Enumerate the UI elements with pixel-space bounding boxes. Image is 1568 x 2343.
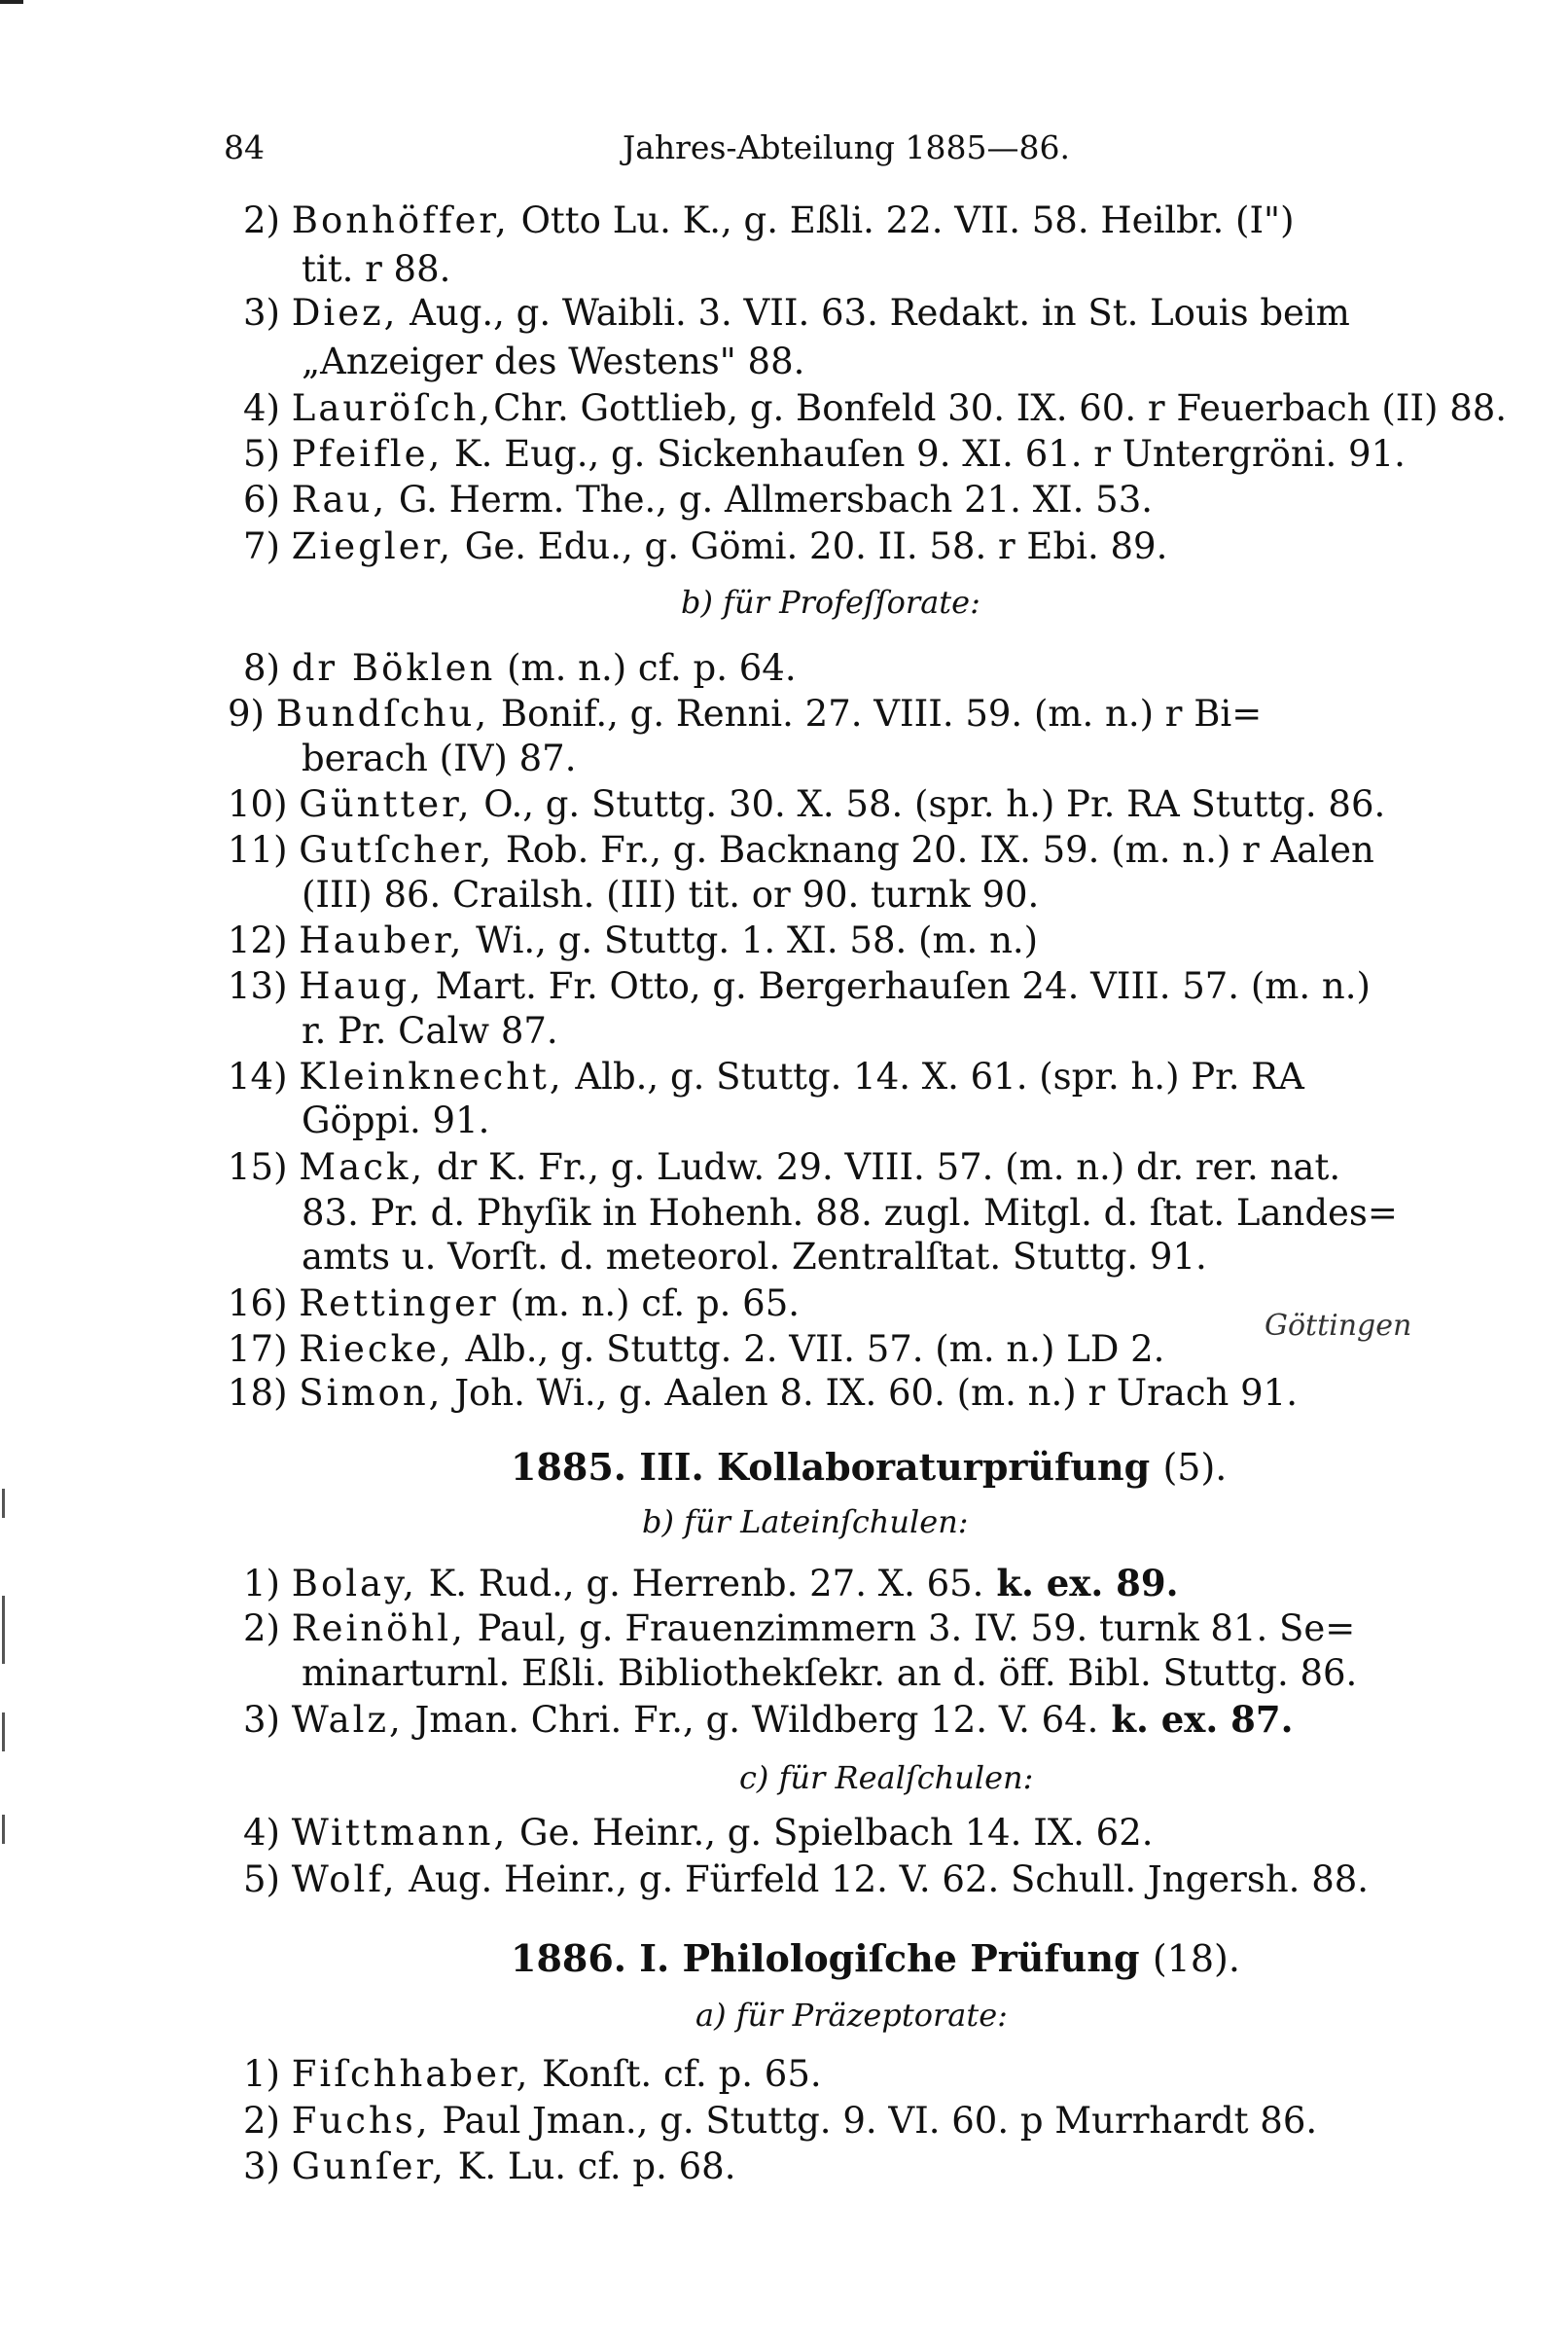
margin-mark (2, 1815, 5, 1844)
entry-continuation: minarturnl. Eßli. Bibliothekſekr. an d. öff. Bibl. Stuttg. 86. (302, 1652, 1358, 1694)
entry-line: 12) Hauber, Wi., g. Stuttg. 1. XI. 58. (m. n.) (228, 919, 1039, 961)
entry-continuation: amts u. Vorſt. d. meteorol. Zentralſtat. Stuttg. 91. (302, 1236, 1207, 1278)
entry-continuation: (III) 86. Crailsh. (III) tit. or 90. turnk 90. (302, 874, 1040, 916)
entry-line: 16) Rettinger (m. n.) cf. p. 65. (228, 1282, 800, 1324)
entry-line: 1) Bolay, K. Rud., g. Herrenb. 27. X. 65. k. ex. 89. (243, 1562, 1179, 1604)
entry-line: 4) Lauröſch,Chr. Gottlieb, g. Bonfeld 30. IX. 60. r Feuerbach (II) 88. (243, 387, 1508, 429)
subheading: b) für Profeſſorate: (681, 584, 980, 621)
page-number: 84 (224, 128, 265, 166)
entry-continuation: „Anzeiger des Westens" 88. (302, 341, 805, 382)
entry-line: 5) Wolf, Aug. Heinr., g. Fürfeld 12. V. 62. Schull. Jngersh. 88. (243, 1858, 1370, 1900)
entry-line: 5) Pfeifle, K. Eug., g. Sickenhauſen 9. XI. 61. r Untergröni. 91. (243, 433, 1406, 475)
section-heading: 1885. III. Kollaboraturprüfung (5). (511, 1445, 1228, 1489)
entry-line: 2) Fuchs, Paul Jman., g. Stuttg. 9. VI. 60. p Murrhardt 86. (243, 2100, 1318, 2142)
entry-continuation: berach (IV) 87. (302, 738, 577, 779)
entry-line: 3) Gunſer, K. Lu. cf. p. 68. (243, 2145, 736, 2187)
entry-line: 3) Diez, Aug., g. Waibli. 3. VII. 63. Redakt. in St. Louis beim (243, 292, 1350, 334)
page-header (224, 128, 1430, 177)
entry-line: 3) Walz, Jman. Chri. Fr., g. Wildberg 12. V. 64. k. ex. 87. (243, 1698, 1294, 1741)
entry-continuation: 83. Pr. d. Phyſik in Hohenh. 88. zugl. Mitgl. d. ſtat. Landes= (302, 1192, 1398, 1234)
entry-line: 2) Reinöhl, Paul, g. Frauenzimmern 3. IV. 59. turnk 81. Se= (243, 1607, 1356, 1649)
subheading: c) für Realſchulen: (739, 1759, 1034, 1796)
scan-corner-mark (0, 0, 23, 4)
margin-mark (2, 1596, 5, 1664)
entry-continuation: r. Pr. Calw 87. (302, 1010, 558, 1052)
entry-line: 10) Güntter, O., g. Stuttg. 30. X. 58. (spr. h.) Pr. RA Stuttg. 86. (228, 783, 1386, 825)
entry-line: 8) dr Böklen (m. n.) cf. p. 64. (243, 647, 797, 689)
entry-line: 4) Wittmann, Ge. Heinr., g. Spielbach 14. IX. 62. (243, 1812, 1154, 1854)
margin-mark (2, 1489, 5, 1518)
subheading: b) für Lateinſchulen: (642, 1503, 969, 1540)
entry-line: 17) Riecke, Alb., g. Stuttg. 2. VII. 57. (m. n.) LD 2. (228, 1328, 1165, 1370)
entry-line: 2) Bonhöffer, Otto Lu. K., g. Eßli. 22. VII. 58. Heilbr. (I") (243, 199, 1295, 241)
entry-continuation: Göppi. 91. (302, 1099, 490, 1141)
entry-line: 1) Fiſchhaber, Konſt. cf. p. 65. (243, 2053, 822, 2095)
entry-line: 9) Bundſchu, Bonif., g. Renni. 27. VIII. 59. (m. n.) r Bi= (228, 693, 1263, 735)
entry-line: 15) Mack, dr K. Fr., g. Ludw. 29. VIII. 57. (m. n.) dr. rer. nat. (228, 1146, 1341, 1188)
handwritten-note: Göttingen (1265, 1309, 1412, 1343)
entry-line: 13) Haug, Mart. Fr. Otto, g. Bergerhauſen 24. VIII. 57. (m. n.) (228, 965, 1371, 1007)
section-heading: 1886. I. Philologiſche Prüfung (18). (511, 1936, 1240, 1980)
entry-line: 14) Kleinknecht, Alb., g. Stuttg. 14. X. 61. (spr. h.) Pr. RA (228, 1056, 1304, 1098)
entry-line: 11) Gutſcher, Rob. Fr., g. Backnang 20. IX. 59. (m. n.) r Aalen (228, 829, 1374, 871)
running-head: Jahres-Abteilung 1885—86. (623, 128, 1070, 166)
subheading: a) für Präzeptorate: (695, 1997, 1008, 2034)
margin-mark (2, 1712, 5, 1751)
entry-continuation: tit. r 88. (302, 248, 451, 290)
entry-line: 6) Rau, G. Herm. The., g. Allmersbach 21. XI. 53. (243, 479, 1154, 521)
entry-line: 7) Ziegler, Ge. Edu., g. Gömi. 20. II. 58. r Ebi. 89. (243, 525, 1168, 567)
entry-line: 18) Simon, Joh. Wi., g. Aalen 8. IX. 60. (m. n.) r Urach 91. (228, 1372, 1298, 1414)
